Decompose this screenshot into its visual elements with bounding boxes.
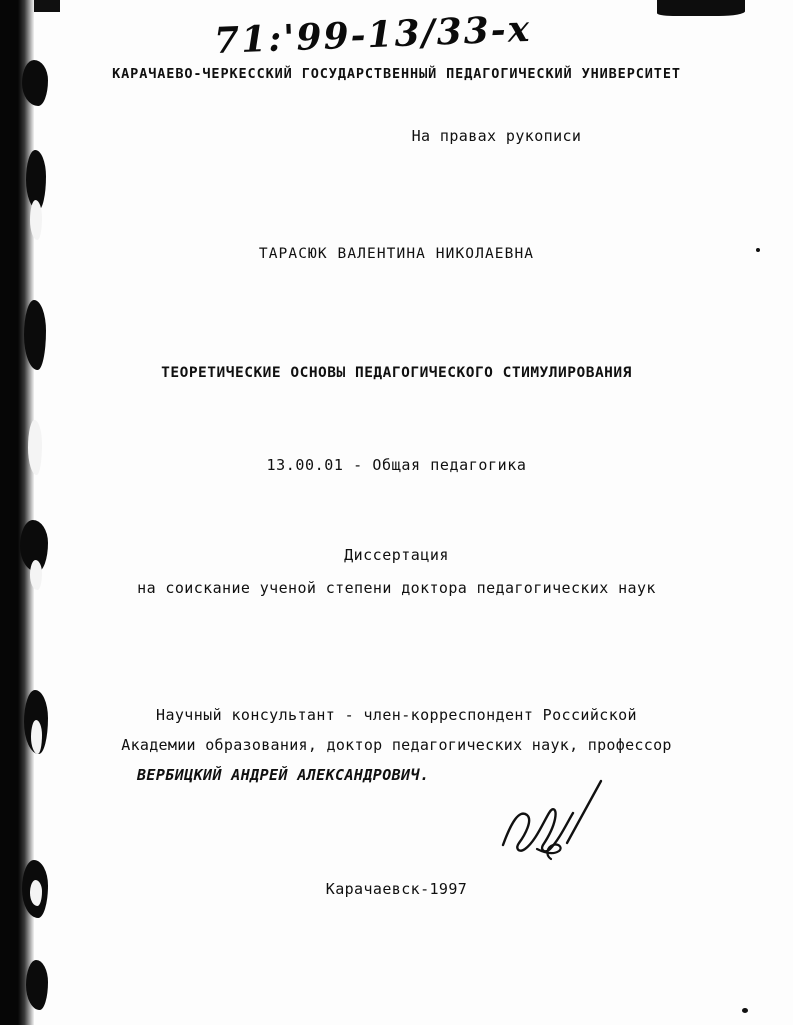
degree-line: на соискание ученой степени доктора педагогических наук [137, 579, 656, 597]
author-name: ТАРАСЮК ВАЛЕНТИНА НИКОЛАЕВНА [258, 246, 535, 262]
dissertation-title: ТЕОРЕТИЧЕСКИЕ ОСНОВЫ ПЕДАГОГИЧЕСКОГО СТИМУЛИРОВАНИЯ [161, 365, 632, 381]
scientific-advisor-block [0, 700, 793, 790]
document-type: Диссертация [344, 546, 449, 564]
handwritten-signature [497, 779, 617, 869]
university-name: КАРАЧАЕВО-ЧЕРКЕССКИЙ ГОСУДАРСТВЕННЫЙ ПЕДАГОГИЧЕСКИЙ УНИВЕРСИТЕТ [112, 66, 681, 82]
place-and-year: Карачаевск-1997 [325, 880, 468, 898]
advisor-name: ВЕРБИЦКИЙ АНДРЕЙ АЛЕКСАНДРОВИЧ. [137, 766, 430, 784]
speciality-code: 13.00.01 - Общая педагогика [266, 456, 527, 474]
manuscript-rights-note: На правах рукописи [411, 127, 582, 145]
handwritten-archive-code: 71:'99-13/33-x [213, 7, 532, 63]
advisor-line-1: Научный консультант - член-корреспондент Российской [156, 706, 637, 724]
advisor-line-2: Академии образования, доктор педагогических наук, профессор [121, 736, 672, 754]
